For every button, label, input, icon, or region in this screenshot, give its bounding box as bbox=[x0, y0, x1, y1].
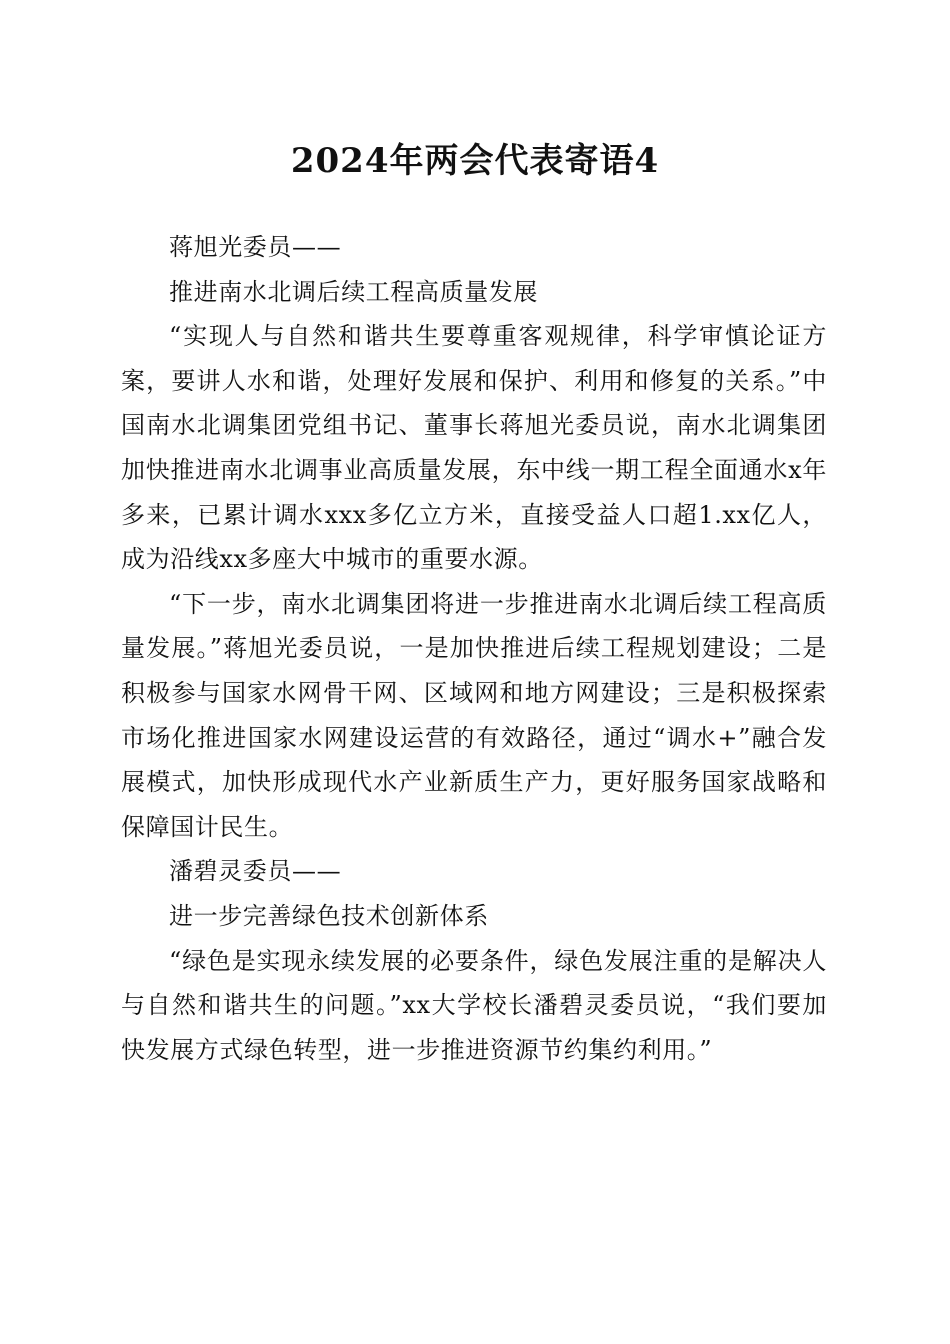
body-paragraph: “下一步，南水北调集团将进一步推进南水北调后续工程高质量发展。”蒋旭光委员说，一是加快推进后续工程规划建设；二是积极参与国家水网骨干网、区域网和地方网建设；三是积极探索市场化推进国家水网建设运营的有效路径，通过“调水+”融合发展模式，加快形成现代水产业新质生产力，更好服务国家战略和保障国计民生。 bbox=[121, 589, 827, 841]
body-paragraph: “绿色是实现永续发展的必要条件，绿色发展注重的是解决人与自然和谐共生的问题。”xx大学校长潘碧灵委员说，“我们要加快发展方式绿色转型，进一步推进资源节约集约利用。” bbox=[121, 946, 827, 1064]
document-body bbox=[121, 225, 827, 1072]
body-paragraph: “实现人与自然和谐共生要尊重客观规律，科学审慎论证方案，要讲人水和谐，处理好发展和保护、利用和修复的关系。”中国南水北调集团党组书记、董事长蒋旭光委员说，南水北调集团加快推进南水北调事业高质量发展，东中线一期工程全面通水x年多来，已累计调水xxx多亿立方米，直接受益人口超1.xx亿人，成为沿线xx多座大中城市的重要水源。 bbox=[121, 322, 827, 574]
subheading-green-innovation: 进一步完善绿色技术创新体系 bbox=[169, 901, 489, 930]
document-title: 2024年两会代表寄语4 bbox=[290, 141, 660, 181]
speaker-heading-jiang: 蒋旭光委员—— bbox=[169, 233, 342, 261]
subheading-south-north-water: 推进南水北调后续工程高质量发展 bbox=[169, 277, 538, 306]
speaker-heading-pan: 潘碧灵委员—— bbox=[169, 857, 342, 886]
